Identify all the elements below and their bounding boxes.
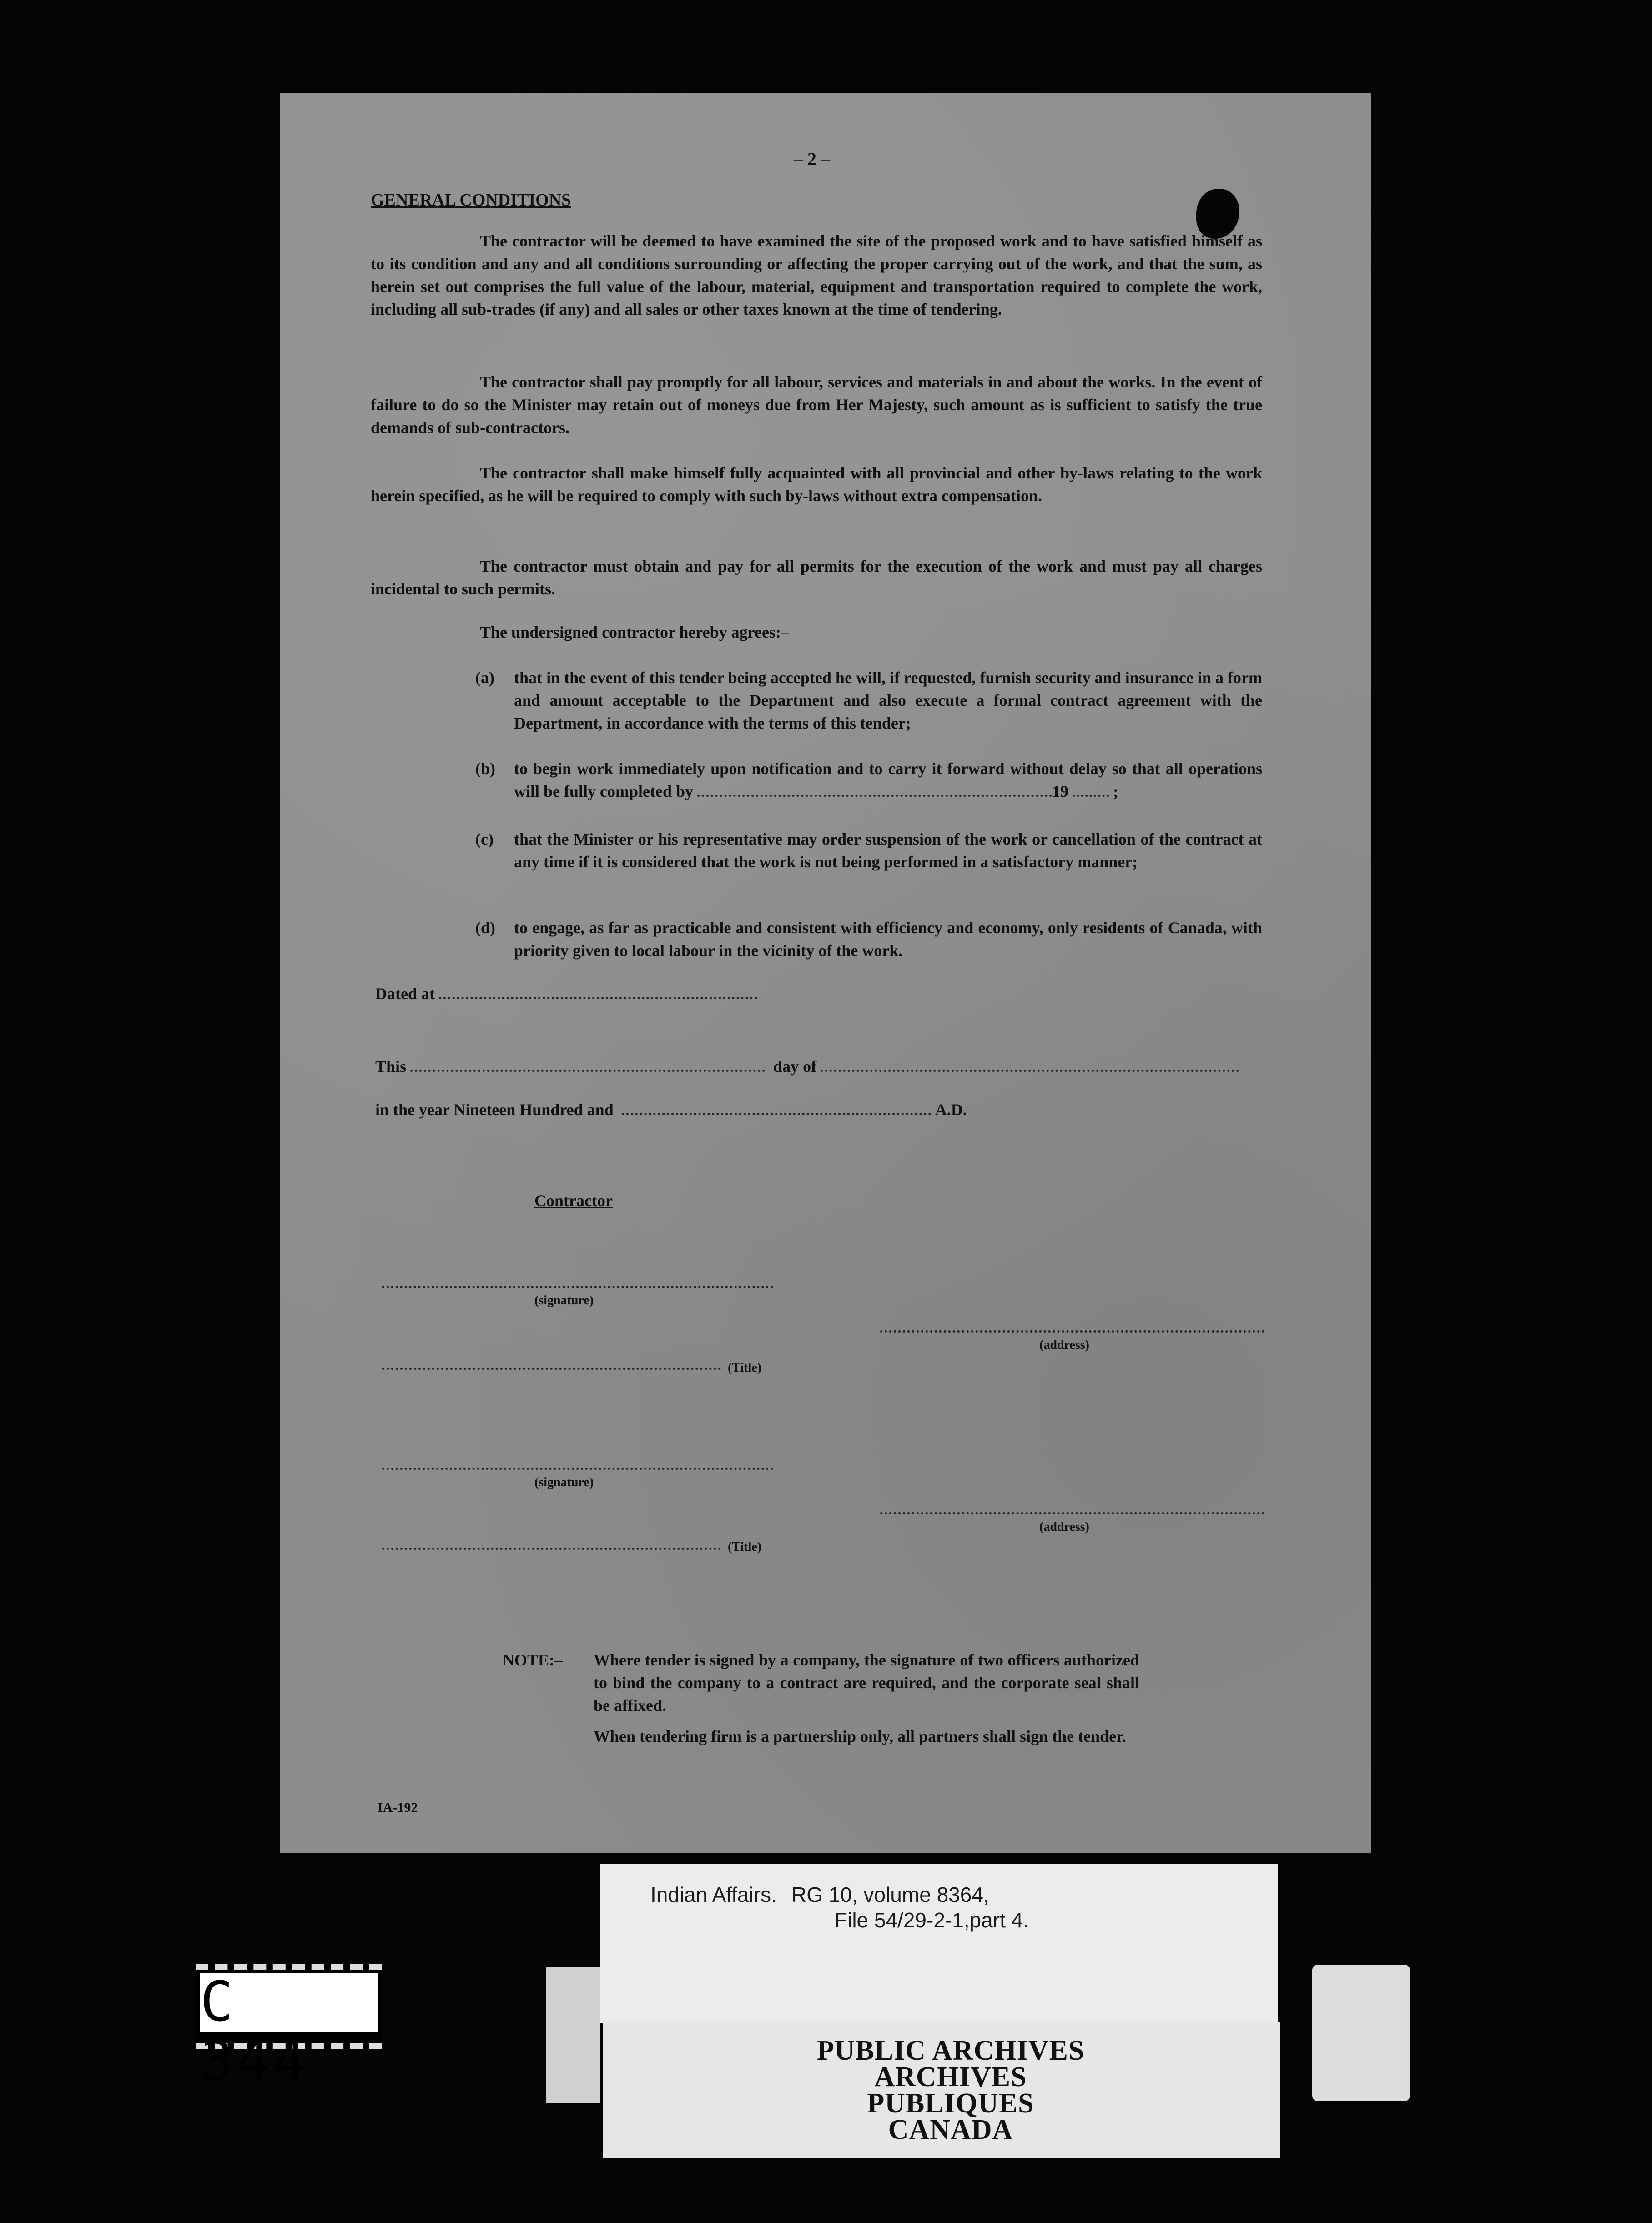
stamp-line-1: PUBLIC ARCHIVES [816, 2035, 1085, 2066]
note-label: NOTE:– [503, 1651, 563, 1669]
title-label-2: (Title) [728, 1540, 762, 1554]
title-line-2[interactable] [382, 1547, 721, 1550]
signature-label-1: (signature) [534, 1293, 594, 1308]
stamp-line-2: ARCHIVES PUBLIQUES [867, 2062, 1034, 2119]
address-line-1[interactable] [880, 1329, 1264, 1333]
paragraph-site-examination: The contractor will be deemed to have examined the site of the proposed work and to have satisfied himself as to its condition and any and all conditions surrounding or affecting the proper carrying out of the work, and that the sum, as herein set out comprises the full value of the labour, material, equipment and transportation required to complete the work, including all sub-trades (if any) and all sales or other taxes known at the time of tendering. [371, 232, 1262, 318]
dated-at-label: Dated at [375, 985, 435, 1003]
agreement-item-d [475, 916, 1262, 962]
day-of-label: day of [773, 1057, 817, 1076]
address-label-1: (address) [1039, 1338, 1089, 1352]
archive-ref-line1: RG 10, volume 8364, [791, 1883, 989, 1906]
item-text: to begin work immediately upon notification and to carry it forward without delay so that all operations will be fully completed by 19 ; [514, 759, 1262, 800]
item-label: (c) [475, 830, 494, 848]
year-field[interactable] [622, 1108, 931, 1115]
year-label: in the year Nineteen Hundred and [375, 1101, 614, 1119]
agrees-intro: The undersigned contractor hereby agrees:– [480, 623, 789, 641]
item-label: (b) [475, 759, 495, 778]
completion-date-line[interactable] [697, 790, 1052, 797]
form-id: IA-192 [378, 1800, 418, 1815]
paragraph-permits: The contractor must obtain and pay for all permits for the execution of the work and must pay all charges incidental to such permits. [371, 557, 1262, 598]
address-label-2: (address) [1039, 1520, 1089, 1534]
card-edge-right [1312, 1965, 1410, 2101]
agreement-item-a [475, 666, 1262, 734]
stamp-line-3: CANADA [888, 2114, 1013, 2145]
item-label: (d) [475, 919, 495, 937]
note-block [503, 1649, 1139, 1756]
note-text [594, 1649, 1139, 1756]
title-line-1[interactable] [382, 1367, 721, 1370]
item-text: to engage, as far as practicable and consistent with efficiency and economy, only residents of Canada, with priority given to local labour in the vicinity of the work. [514, 919, 1262, 960]
dated-at-row [375, 982, 757, 1005]
day-field[interactable] [410, 1065, 765, 1072]
ad-label: A.D. [935, 1101, 967, 1119]
signature-label-2: (signature) [534, 1475, 594, 1489]
agreement-item-c [475, 828, 1262, 873]
item-text: that in the event of this tender being accepted he will, if requested, furnish security and insurance in a form and amount acceptable to the Department and also execute a formal contract agreement with the Department, in accordance with the terms of this tender; [514, 669, 1262, 732]
title-label-1: (Title) [728, 1361, 762, 1375]
dated-at-field[interactable] [439, 992, 757, 999]
paragraph-bylaws: The contractor shall make himself fully acquainted with all provincial and other by-laws relating to the work herein specified, as he will be required to comply with such by-laws without extra compensation. [371, 464, 1262, 505]
signature-line-2[interactable] [382, 1467, 773, 1470]
archive-ref-line2: File 54/29-2-1,part 4. [835, 1908, 1029, 1932]
archives-stamp [791, 2037, 1110, 2143]
paragraph-payment: The contractor shall pay promptly for all labour, services and materials in and about the works. In the event of failure to do so the Minister may retain out of moneys due from Her Majesty, such amount as is sufficient to satisfy the true demands of sub-contractors. [371, 373, 1262, 437]
year-row [375, 1098, 967, 1121]
card-edge-left [546, 1967, 600, 2103]
item-text: that the Minister or his representative may order suspension of the work or cancellation of the contract at any time if it is considered that the work is not being performed in a satisfactory manner; [514, 830, 1262, 871]
completion-year-line[interactable] [1073, 790, 1109, 797]
month-field[interactable] [821, 1065, 1239, 1072]
section-heading: GENERAL CONDITIONS [371, 191, 571, 210]
reel-number-strip [196, 1964, 382, 2093]
this-day-row [375, 1055, 1239, 1078]
archive-label-card [600, 1864, 1278, 2023]
signature-line-1[interactable] [382, 1285, 773, 1288]
contractor-heading: Contractor [534, 1192, 613, 1210]
address-line-2[interactable] [880, 1511, 1264, 1514]
agreement-item-b [475, 757, 1262, 803]
page-number: – 2 – [794, 149, 830, 169]
item-label: (a) [475, 669, 494, 687]
document-page [280, 93, 1371, 1853]
reel-number: C 344 [200, 1973, 378, 2032]
note-line-partnership: When tendering firm is a partnership only, all partners shall sign the tender. [594, 1727, 1126, 1745]
this-label: This [375, 1057, 407, 1076]
note-line-company: Where tender is signed by a company, the signature of two officers authorized to bind the company to a contract are required, and the corporate seal shall be affixed. [594, 1651, 1139, 1715]
archive-dept: Indian Affairs. [650, 1883, 777, 1906]
